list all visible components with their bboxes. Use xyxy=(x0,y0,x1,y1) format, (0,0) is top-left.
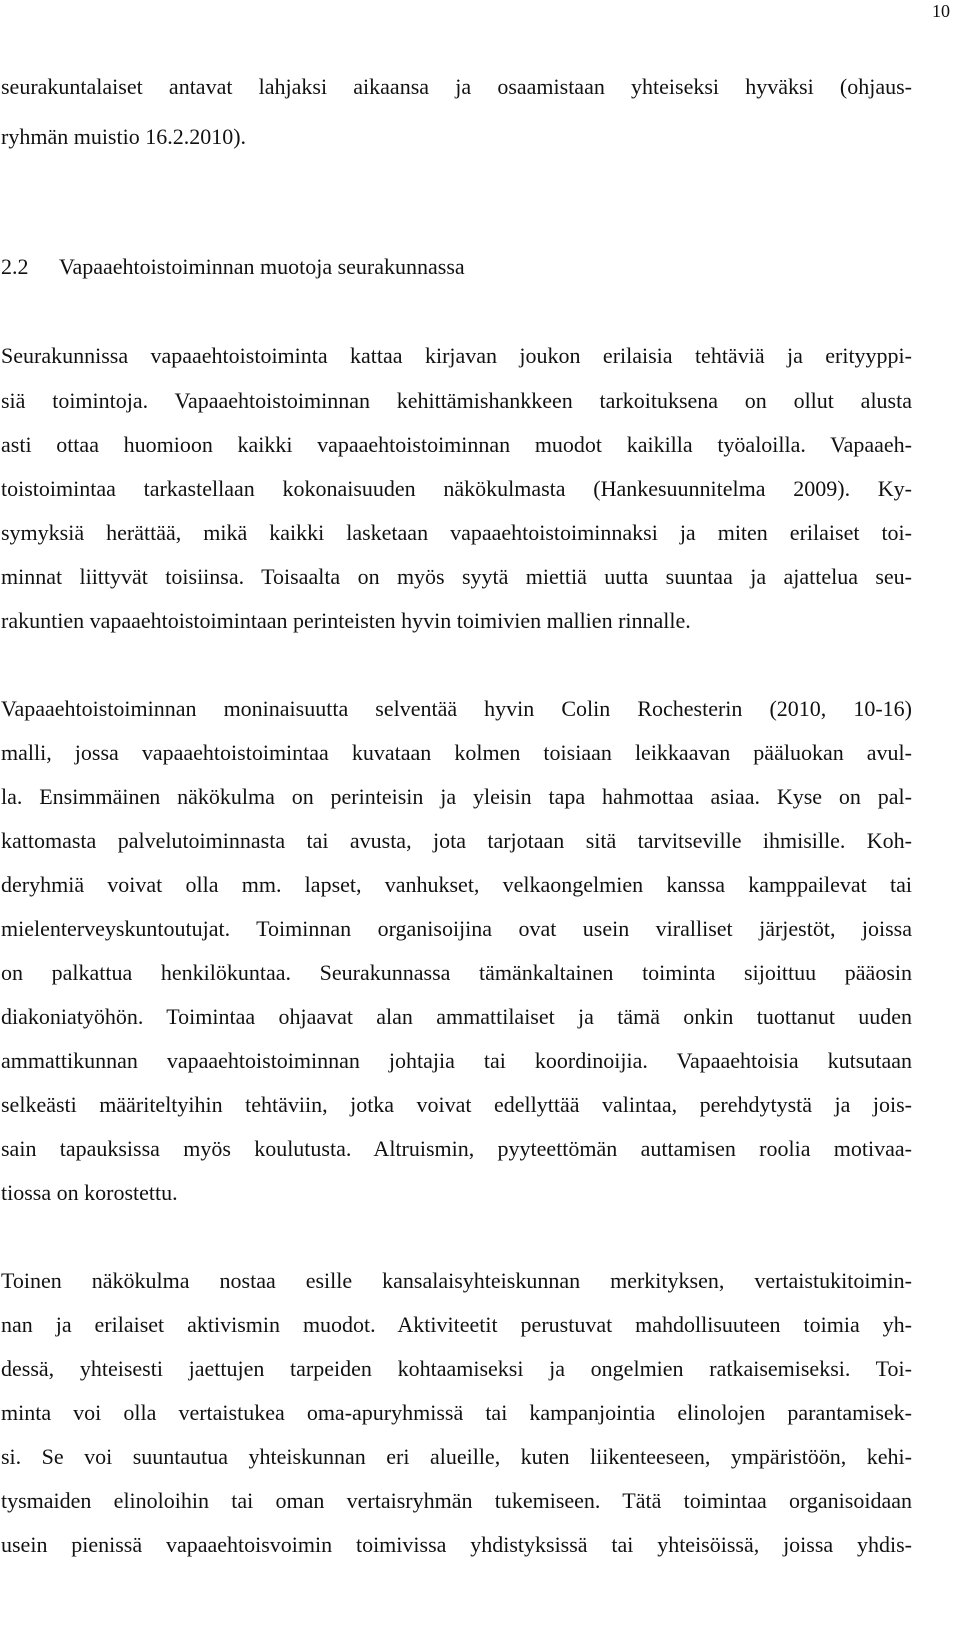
paragraph-line: minnat liittyvät toisiinsa. Toisaalta on myös syytä miettiä uutta suuntaa ja ajattelua seu- xyxy=(1,564,912,589)
section-title: Vapaaehtoistoiminnan muotoja seurakunnassa xyxy=(59,254,465,279)
paragraph-line: Seurakunnissa vapaaehtoistoiminta kattaa kirjavan joukon erilaisia tehtäviä ja erityyppi- xyxy=(1,343,912,368)
paragraph-line: tysmaiden elinoloihin tai oman vertaisryhmän tukemiseen. Tätä toimintaa organisoidaan xyxy=(1,1488,912,1513)
intro-line: ryhmän muistio 16.2.2010). xyxy=(1,124,247,149)
paragraph-line: rakuntien vapaaehtoistoimintaan perinteisten hyvin toimivien mallien rinnalle. xyxy=(1,608,691,633)
paragraph-line: Vapaaehtoistoiminnan moninaisuutta selventää hyvin Colin Rochesterin (2010, 10-16) xyxy=(1,696,912,721)
paragraph-line: toistoimintaa tarkastellaan kokonaisuuden näkökulmasta (Hankesuunnitelma 2009). Ky- xyxy=(1,476,912,501)
paragraph-line: asti ottaa huomioon kaikki vapaaehtoistoiminnan muodot kaikilla työaloilla. Vapaaeh- xyxy=(1,432,912,457)
page-number: 10 xyxy=(932,1,950,21)
paragraph-line: selkeästi määriteltyihin tehtäviin, jotka voivat edellyttää valintaa, perehdytystä ja jois- xyxy=(1,1092,912,1117)
paragraph-line: on palkattua henkilökuntaa. Seurakunnassa tämänkaltainen toiminta sijoittuu pääosin xyxy=(1,960,912,985)
paragraph-line: mielenterveyskuntoutujat. Toiminnan organisoijina ovat usein viralliset järjestöt, joissa xyxy=(1,916,912,941)
paragraph-line: diakoniatyöhön. Toimintaa ohjaavat alan ammattilaiset ja tämä onkin tuottanut uuden xyxy=(1,1004,912,1029)
section-number: 2.2 xyxy=(1,254,29,279)
paragraph-line: la. Ensimmäinen näkökulma on perinteisin ja yleisin tapa hahmottaa asiaa. Kyse on pal- xyxy=(1,784,912,809)
paragraph-line: si. Se voi suuntautua yhteiskunnan eri alueille, kuten liikenteeseen, ympäristöön, kehi- xyxy=(1,1444,912,1469)
paragraph-line: usein pienissä vapaaehtoisvoimin toimivissa yhdistyksissä tai yhteisöissä, joissa yhdis- xyxy=(1,1532,912,1557)
paragraph-line: deryhmiä voivat olla mm. lapset, vanhukset, velkaongelmien kanssa kamppailevat tai xyxy=(1,872,912,897)
paragraph-line: kattomasta palvelutoiminnasta tai avusta, jota tarjotaan sitä tarvitseville ihmisille. Koh- xyxy=(1,828,912,853)
paragraph-line: dessä, yhteisesti jaettujen tarpeiden kohtaamiseksi ja ongelmien ratkaisemiseksi. Toi- xyxy=(1,1356,912,1381)
paragraph-line: nan ja erilaiset aktivismin muodot. Aktiviteetit perustuvat mahdollisuuteen toimia yh- xyxy=(1,1312,912,1337)
paragraph-line: symyksiä herättää, mikä kaikki lasketaan vapaaehtoistoiminnaksi ja miten erilaiset toi- xyxy=(1,520,912,545)
paragraph-line: tiossa on korostettu. xyxy=(1,1180,178,1205)
paragraph-line: ammattikunnan vapaaehtoistoiminnan johtajia tai koordinoijia. Vapaaehtoisia kutsutaan xyxy=(1,1048,912,1073)
intro-line: seurakuntalaiset antavat lahjaksi aikaansa ja osaamistaan yhteiseksi hyväksi (ohjaus- xyxy=(1,74,912,99)
paragraph-line: siä toimintoja. Vapaaehtoistoiminnan kehittämishankkeen tarkoituksena on ollut alusta xyxy=(1,388,912,413)
section-heading xyxy=(1,252,912,282)
paragraph-line: malli, jossa vapaaehtoistoimintaa kuvataan kolmen toisiaan leikkaavan pääluokan avul- xyxy=(1,740,912,765)
paragraph-line: Toinen näkökulma nostaa esille kansalaisyhteiskunnan merkityksen, vertaistukitoimin- xyxy=(1,1268,912,1293)
paragraph-line: sain tapauksissa myös koulutusta. Altruismin, pyyteettömän auttamisen roolia motivaa- xyxy=(1,1136,912,1161)
paragraph-line: minta voi olla vertaistukea oma-apuryhmissä tai kampanjointia elinolojen parantamisek- xyxy=(1,1400,912,1425)
